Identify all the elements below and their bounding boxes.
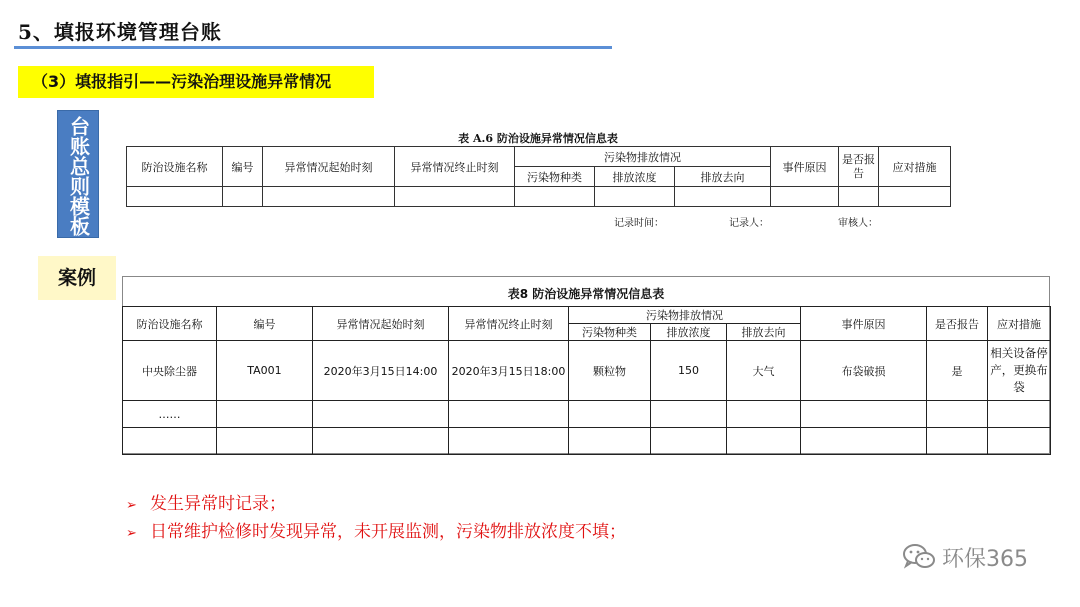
header-pollutant-type: 污染物种类 — [569, 324, 651, 341]
record-time-label: 记录时间： — [614, 218, 664, 229]
header-emission-group: 污染物排放情况 — [569, 307, 801, 324]
header-pollutant-type: 污染物种类 — [515, 167, 595, 187]
reviewer-label: 审核人： — [838, 218, 878, 229]
arrow-bullet-icon: ➢ — [126, 498, 137, 513]
title-underline — [14, 46, 612, 49]
page-title: 5、填报环境管理台账 — [18, 20, 222, 44]
template-table — [126, 146, 951, 207]
cell-cause: 布袋破损 — [801, 341, 927, 401]
notes-list — [126, 490, 626, 546]
case-tag: 案例 — [38, 256, 116, 300]
header-code: 编号 — [223, 147, 263, 187]
header-facility-name: 防治设施名称 — [127, 147, 223, 187]
wechat-icon — [902, 543, 936, 571]
header-start-time: 异常情况起始时刻 — [313, 307, 449, 341]
table-row — [123, 401, 1051, 428]
cell-measures: 相关设备停产，更换布袋 — [988, 341, 1051, 401]
table-row — [127, 187, 951, 207]
cell-pollutant-type: 颗粒物 — [569, 341, 651, 401]
cell-code: TA001 — [217, 341, 313, 401]
cell-end-time: 2020年3月15日18:00 — [449, 341, 569, 401]
recorder-label: 记录人： — [729, 218, 769, 229]
note-text: 发生异常时记录； — [150, 494, 286, 514]
cell-reported: 是 — [927, 341, 988, 401]
header-reported: 是否报告 — [927, 307, 988, 341]
header-start-time: 异常情况起始时刻 — [263, 147, 395, 187]
header-cause: 事件原因 — [771, 147, 839, 187]
note-text: 日常维护检修时发现异常，未开展监测，污染物排放浓度不填； — [150, 522, 626, 542]
note-item — [126, 518, 626, 546]
cell-facility-name: 中央除尘器 — [123, 341, 217, 401]
header-concentration: 排放浓度 — [595, 167, 675, 187]
note-item — [126, 490, 626, 518]
header-reported: 是否报告 — [839, 147, 879, 187]
header-destination: 排放去向 — [675, 167, 771, 187]
header-destination: 排放去向 — [727, 324, 801, 341]
header-measures: 应对措施 — [879, 147, 951, 187]
cell-destination: 大气 — [727, 341, 801, 401]
arrow-bullet-icon: ➢ — [126, 526, 137, 541]
header-end-time: 异常情况终止时刻 — [449, 307, 569, 341]
cell-concentration: 150 — [651, 341, 727, 401]
template-table-title: 表 A.6 防治设施异常情况信息表 — [458, 132, 618, 145]
header-cause: 事件原因 — [801, 307, 927, 341]
table-row — [123, 428, 1051, 455]
header-concentration: 排放浓度 — [651, 324, 727, 341]
header-emission-group: 污染物排放情况 — [515, 147, 771, 167]
template-tag: 台账总则模板 — [57, 110, 99, 238]
guide-banner: （3）填报指引——污染治理设施异常情况 — [18, 66, 374, 98]
case-table-title: 表8 防治设施异常情况信息表 — [507, 287, 665, 301]
cell-ellipsis: …… — [123, 401, 217, 428]
case-table — [122, 306, 1051, 455]
header-end-time: 异常情况终止时刻 — [395, 147, 515, 187]
header-facility-name: 防治设施名称 — [123, 307, 217, 341]
header-code: 编号 — [217, 307, 313, 341]
cell-start-time: 2020年3月15日14:00 — [313, 341, 449, 401]
header-measures: 应对措施 — [988, 307, 1051, 341]
watermark — [902, 540, 1028, 574]
table-row — [123, 341, 1051, 401]
watermark-text: 环保365 — [942, 546, 1028, 572]
